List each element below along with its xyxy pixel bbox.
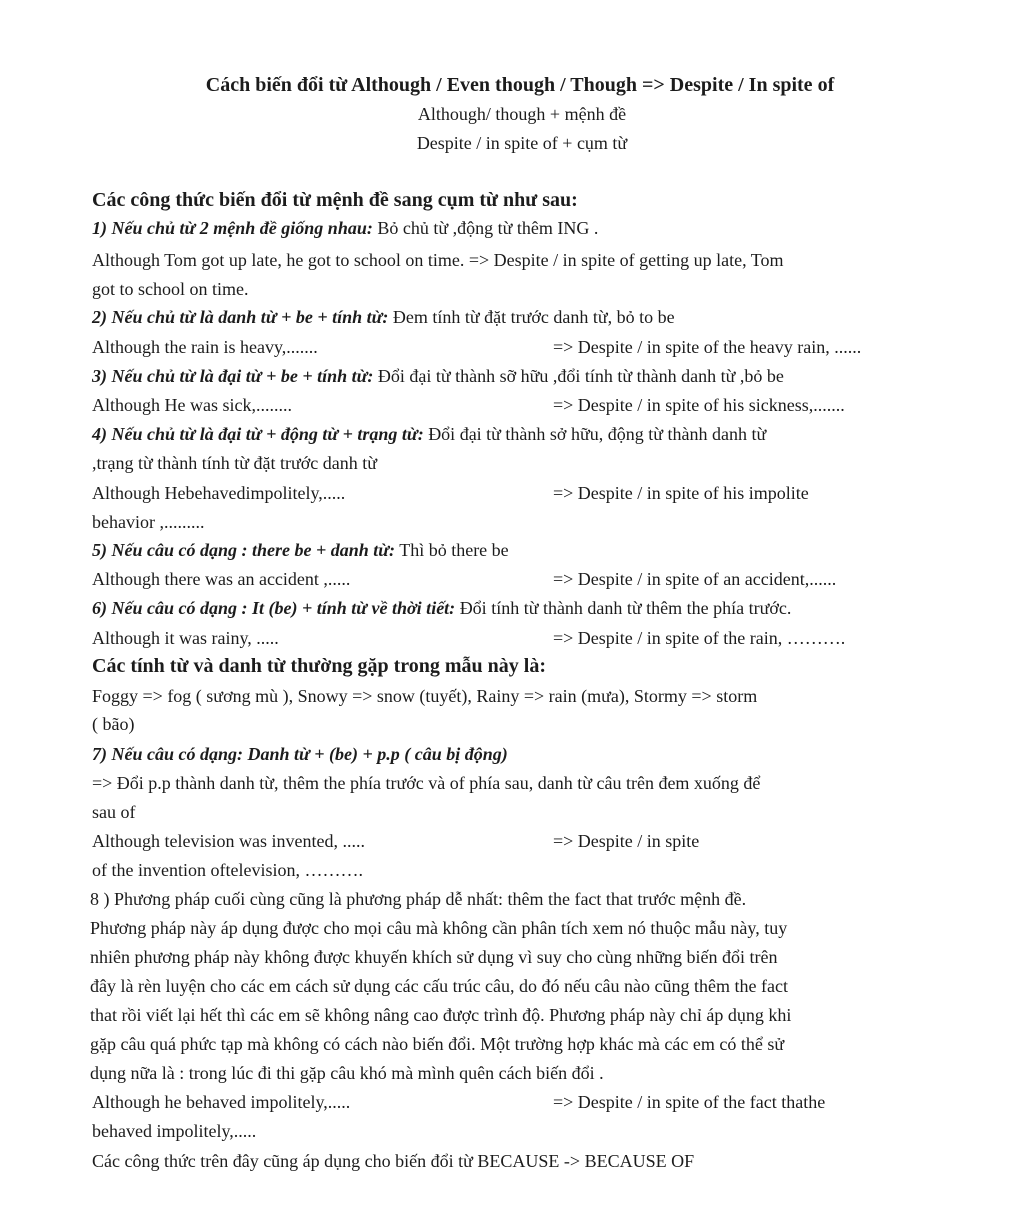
rule-7-example-cont: of the invention oftelevision, ………. xyxy=(92,860,363,880)
common-list-cont: ( bão) xyxy=(92,714,135,734)
rule-4-example-right: => Despite / in spite of his impolite xyxy=(553,483,809,503)
rule-5 xyxy=(92,540,509,561)
rule-6-example-left: Although it was rainy, ..... xyxy=(92,628,279,648)
rule-8-line: dụng nữa là : trong lúc đi thi gặp câu khó mà mình quên cách biến đổi . xyxy=(90,1063,604,1083)
rule-6-title: 6) Nếu câu có dạng : It (be) + tính từ về thời tiết: xyxy=(92,598,456,618)
document-title: Cách biến đổi từ Although / Even though / Though => Despite / In spite of xyxy=(205,74,835,96)
section-heading: Các công thức biến đổi từ mệnh đề sang cụm từ như sau: xyxy=(92,189,578,211)
rule-2 xyxy=(92,307,675,328)
common-list: Foggy => fog ( sương mù ), Snowy => snow (tuyết), Rainy => rain (mưa), Stormy => storm xyxy=(92,686,758,706)
rule-5-desc: Thì bỏ there be xyxy=(395,540,509,560)
rule-1-title: 1) Nếu chủ từ 2 mệnh đề giống nhau: xyxy=(92,218,373,238)
rule-2-example-left: Although the rain is heavy,....... xyxy=(92,337,318,357)
rule-5-example-left: Although there was an accident ,..... xyxy=(92,569,351,589)
rule-4-example-cont: behavior ,......... xyxy=(92,512,205,532)
rule-8-line: Phương pháp này áp dụng được cho mọi câu mà không cần phân tích xem nó thuộc mẫu này, tuy xyxy=(90,918,788,938)
rule-8-line: gặp câu quá phức tạp mà không có cách nào biến đổi. Một trường hợp khác mà các em có thể sử xyxy=(90,1034,785,1054)
footer-note: Các công thức trên đây cũng áp dụng cho biến đổi từ BECAUSE -> BECAUSE OF xyxy=(92,1151,695,1171)
formula-although: Although/ though + mệnh đề xyxy=(417,104,627,124)
rule-6-desc: Đổi tính từ thành danh từ thêm the phía trước. xyxy=(455,598,792,618)
rule-1-example: Although Tom got up late, he got to school on time. => Despite / in spite of getting up late, Tom xyxy=(92,250,784,270)
rule-3-example-left: Although He was sick,........ xyxy=(92,395,292,415)
rule-8-line: đây là rèn luyện cho các em cách sử dụng các cấu trúc câu, do đó nếu câu nào cũng thêm the fact xyxy=(90,976,788,996)
rule-7-desc: => Đổi p.p thành danh từ, thêm the phía trước và of phía sau, danh từ câu trên đem xuống để xyxy=(92,773,761,793)
formula-despite: Despite / in spite of + cụm từ xyxy=(416,133,628,153)
rule-8-line: 8 ) Phương pháp cuối cùng cũng là phương pháp dễ nhất: thêm the fact that trước mệnh đề. xyxy=(90,889,747,909)
rule-1-example-cont: got to school on time. xyxy=(92,279,249,299)
rule-6-example-right: => Despite / in spite of the rain, ………. xyxy=(553,628,846,648)
rule-7-desc-cont: sau of xyxy=(92,802,136,822)
rule-8-example-cont: behaved impolitely,..... xyxy=(92,1121,257,1141)
rule-2-desc: Đem tính từ đặt trước danh từ, bỏ to be xyxy=(388,307,675,327)
rule-8-line: that rồi viết lại hết thì các em sẽ không nâng cao được trình độ. Phương pháp này chỉ áp dụng khi xyxy=(90,1005,792,1025)
rule-4-title: 4) Nếu chủ từ là đại từ + động từ + trạng từ: xyxy=(92,424,424,444)
rule-3 xyxy=(92,366,784,387)
rule-4-desc-cont: ,trạng từ thành tính từ đặt trước danh từ xyxy=(92,453,377,473)
rule-4 xyxy=(92,424,766,445)
rule-3-title: 3) Nếu chủ từ là đại từ + be + tính từ: xyxy=(92,366,374,386)
rule-5-title: 5) Nếu câu có dạng : there be + danh từ: xyxy=(92,540,396,560)
rule-2-example-right: => Despite / in spite of the heavy rain, ...... xyxy=(553,337,862,357)
rule-8-example-right: => Despite / in spite of the fact thathe xyxy=(553,1092,826,1112)
rule-2-title: 2) Nếu chủ từ là danh từ + be + tính từ: xyxy=(92,307,389,327)
rule-1-desc: Bỏ chủ từ ,động từ thêm ING . xyxy=(372,218,599,238)
rule-8-line: nhiên phương pháp này không được khuyến khích sử dụng vì suy cho cùng những biến đổi trên xyxy=(90,947,778,967)
rule-3-example-right: => Despite / in spite of his sickness,....... xyxy=(553,395,845,415)
rule-7-title: 7) Nếu câu có dạng: Danh từ + (be) + p.p ( câu bị động) xyxy=(92,744,508,764)
rule-6 xyxy=(92,598,791,619)
rule-4-desc: Đổi đại từ thành sở hữu, động từ thành danh từ xyxy=(423,424,767,444)
rule-5-example-right: => Despite / in spite of an accident,...... xyxy=(553,569,837,589)
common-heading: Các tính từ và danh từ thường gặp trong mẫu này là: xyxy=(92,655,547,677)
rule-7-example-left: Although television was invented, ..... xyxy=(92,831,365,851)
rule-1 xyxy=(92,218,598,239)
rule-3-desc: Đổi đại từ thành sỡ hữu ,đổi tính từ thành danh từ ,bỏ be xyxy=(373,366,784,386)
rule-8-example-left: Although he behaved impolitely,..... xyxy=(92,1092,351,1112)
rule-4-example-left: Although Hebehavedimpolitely,..... xyxy=(92,483,346,503)
rule-7-example-right: => Despite / in spite xyxy=(553,831,700,851)
